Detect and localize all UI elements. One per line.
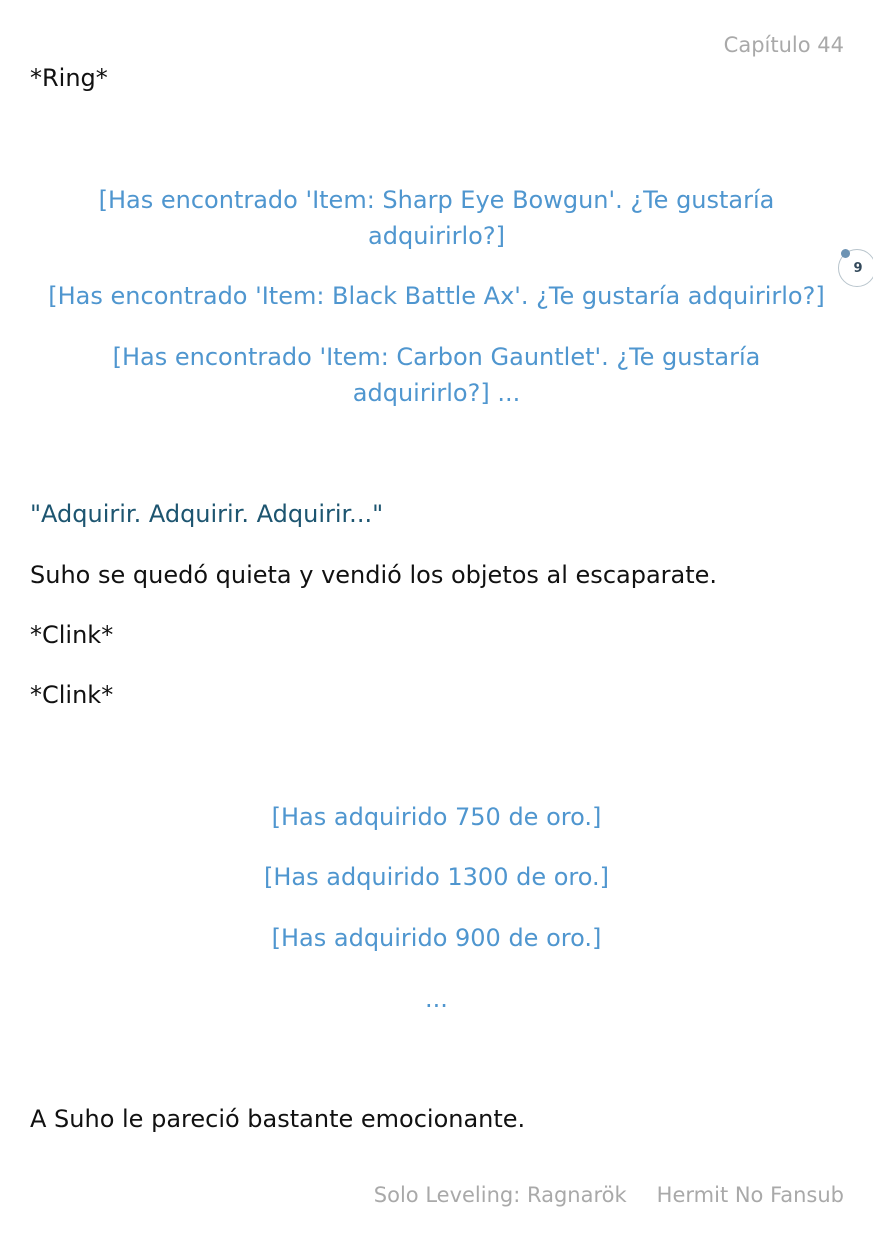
footer-group-name: Hermit No Fansub — [656, 1183, 844, 1207]
narration-line-sell: Suho se quedó quieta y vendió los objetos al escaparate. — [30, 561, 718, 589]
system-message-bowgun: [Has encontrado 'Item: Sharp Eye Bowgun'. ¿Te gustaría adquirirlo?] — [98, 186, 775, 250]
gold-message-750: [Has adquirido 750 de oro.] — [271, 803, 602, 831]
dialog-line: "Adquirir. Adquirir. Adquirir..." — [30, 500, 384, 528]
system-ellipsis: ... — [425, 985, 448, 1013]
sound-effect-ring: *Ring* — [30, 64, 108, 92]
page-footer — [374, 1181, 844, 1209]
page-number: 9 — [853, 261, 863, 276]
system-message-gauntlet: [Has encontrado 'Item: Carbon Gauntlet'. ¿Te gustaría adquirirlo?] ... — [112, 343, 761, 407]
chapter-header: Capítulo 44 — [723, 33, 844, 57]
gold-message-900: [Has adquirido 900 de oro.] — [271, 924, 602, 952]
sound-effect-clink-1: *Clink* — [30, 621, 114, 649]
narration-line-exciting: A Suho le pareció bastante emocionante. — [30, 1105, 526, 1133]
sound-effect-clink-2: *Clink* — [30, 681, 114, 709]
footer-novel-title: Solo Leveling: Ragnarök — [373, 1183, 627, 1207]
system-message-battle-ax: [Has encontrado 'Item: Black Battle Ax'. ¿Te gustaría adquirirlo?] — [48, 282, 825, 310]
gold-message-1300: [Has adquirido 1300 de oro.] — [264, 863, 609, 891]
